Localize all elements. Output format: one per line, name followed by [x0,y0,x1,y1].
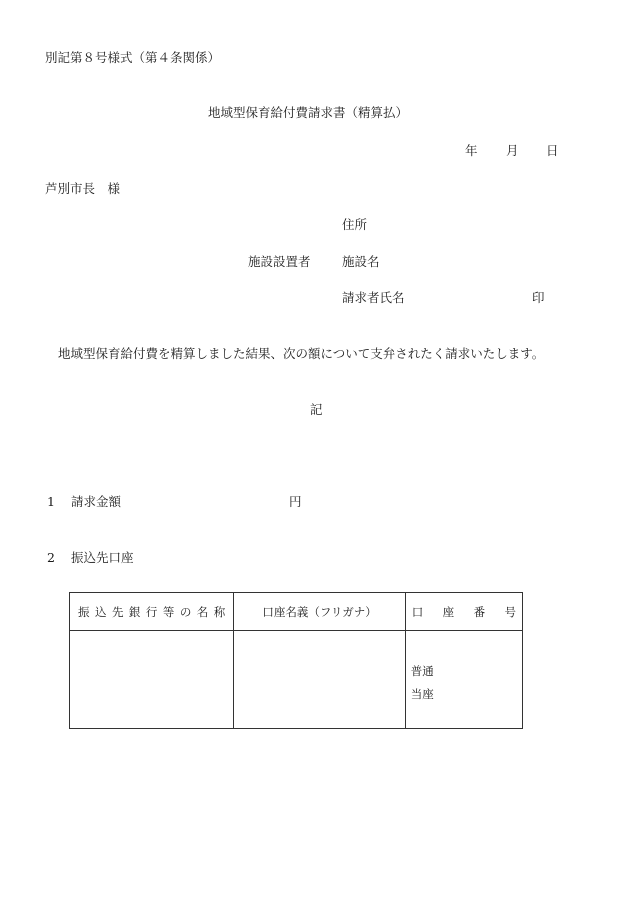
seal-label: 印 [532,290,545,305]
item2-label: 振込先口座 [71,550,134,565]
header-account-holder: 口座名義（フリガナ） [234,593,405,631]
addressee: 芦別市長 様 [45,181,121,196]
page-title: 地域型保育給付費請求書（精算払） [208,105,409,120]
account-type-ordinary: 普通 [410,664,434,678]
item1-unit: 円 [289,494,302,509]
form-number: 別記第８号様式（第４条関係） [45,50,221,65]
facility-name-label: 施設名 [342,254,380,269]
item2-number: 2 [47,550,55,565]
date-day-label: 日 [546,143,559,158]
header-bank-name: 振 込 先 銀 行 等 の 名 称 [70,593,234,631]
bank-name-cell[interactable] [70,631,234,729]
account-table [69,592,523,729]
table-row [70,631,523,729]
table-header-row [70,593,523,631]
claimant-name-label: 請求者氏名 [342,290,405,305]
date-year-label: 年 [465,143,478,158]
account-holder-cell[interactable] [234,631,405,729]
item1-label: 請求金額 [71,494,122,509]
date-month-label: 月 [506,143,519,158]
body-text: 地域型保育給付費を精算しました結果、次の額について支弁されたく請求いたします。 [58,346,545,361]
item1-number: 1 [47,494,55,509]
ki-heading: 記 [310,402,323,417]
applicant-role-label: 施設設置者 [248,254,311,269]
header-account-number: 口 座 番 号 [405,593,522,631]
account-number-cell[interactable] [405,631,522,729]
account-type-current: 当座 [410,687,434,701]
address-label: 住所 [342,217,368,232]
